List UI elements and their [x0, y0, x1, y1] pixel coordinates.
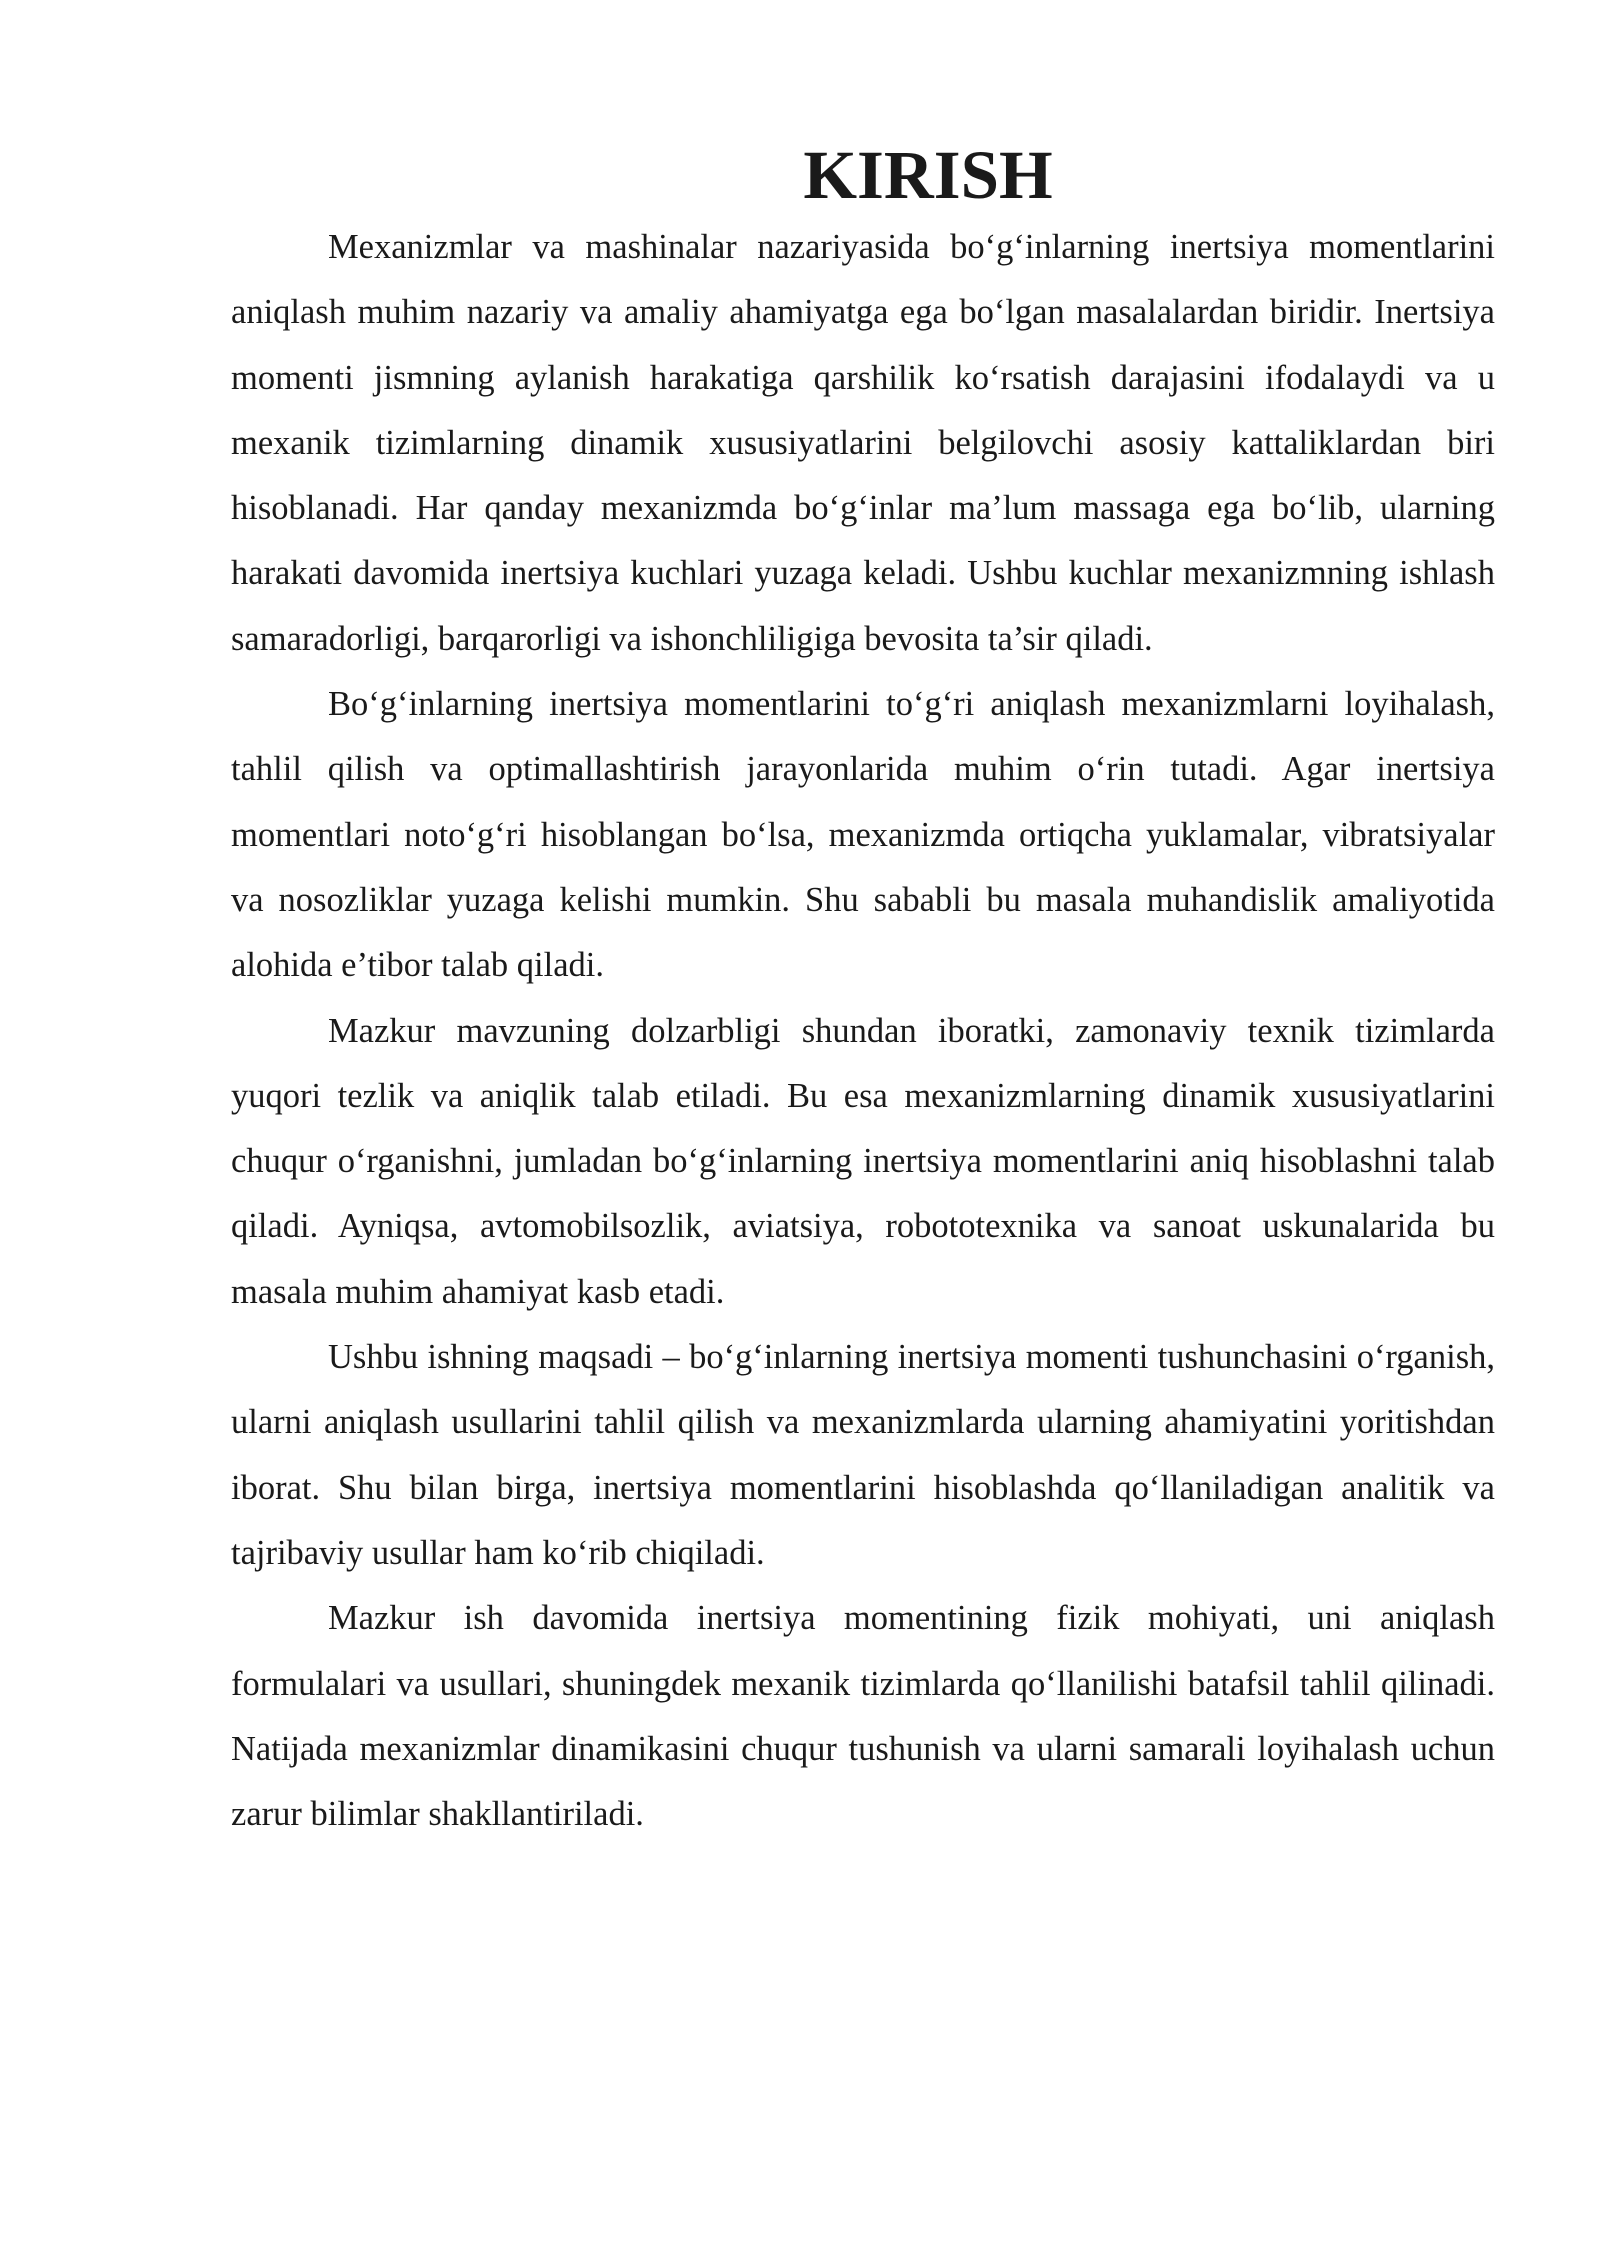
- paragraph-3: Mazkur mavzuning dolzarbligi shundan iboratki, zamonaviy texnik tizimlarda yuqori tezlik va aniqlik talab etiladi. Bu esa mexanizmlarning dinamik xususiyatlarini chuqur o‘rganishni, jumladan bo‘g‘inlarning inertsiya momentlarini aniq hisoblashni talab qiladi. Ayniqsa, avtomobilsozlik, aviatsiya, robototexnika va sanoat uskunalarida bu masala muhim ahamiyat kasb etadi.: [231, 1011, 1495, 1311]
- paragraph-2: Bo‘g‘inlarning inertsiya momentlarini to‘g‘ri aniqlash mexanizmlarni loyihalash, tahlil qilish va optimallashtirish jarayonlarida muhim o‘rin tutadi. Agar inertsiya momentlari noto‘g‘ri hisoblangan bo‘lsa, mexanizmda ortiqcha yuklamalar, vibratsiyalar va nosozliklar yuzaga kelishi mumkin. Shu sababli bu masala muhandislik amaliyotida alohida e’tibor talab qiladi.: [231, 685, 1495, 985]
- paragraph-1: Mexanizmlar va mashinalar nazariyasida bo‘g‘inlarning inertsiya momentlarini aniqlash muhim nazariy va amaliy ahamiyatga ega bo‘lgan masalalardan biridir. Inertsiya momenti jismning aylanish harakatiga qarshilik ko‘rsatish darajasini ifodalaydi va u mexanik tizimlarning dinamik xususiyatlarini belgilovchi asosiy kattaliklardan biri hisoblanadi. Har qanday mexanizmda bo‘g‘inlar ma’lum massaga ega bo‘lib, ularning harakati davomida inertsiya kuchlari yuzaga keladi. Ushbu kuchlar mexanizmning ishlash samaradorligi, barqarorligi va ishonchliligiga bevosita ta’sir qiladi.: [231, 228, 1495, 658]
- document-body: [231, 137, 1495, 1847]
- paragraph-4: Ushbu ishning maqsadi – bo‘g‘inlarning inertsiya momenti tushunchasini o‘rganish, ularni aniqlash usullarini tahlil qilish va mexanizmlarda ularning ahamiyatini yoritishdan iborat. Shu bilan birga, inertsiya momentlarini hisoblashda qo‘llaniladigan analitik va tajribaviy usullar ham ko‘rib chiqiladi.: [231, 1338, 1495, 1572]
- paragraph-5: Mazkur ish davomida inertsiya momentining fizik mohiyati, uni aniqlash formulalari va usullari, shuningdek mexanik tizimlarda qo‘llanilishi batafsil tahlil qilinadi. Natijada mexanizmlar dinamikasini chuqur tushunish va ularni samarali loyihalash uchun zarur bilimlar shakllantiriladi.: [231, 1599, 1495, 1834]
- page-title: KIRISH: [803, 137, 1053, 213]
